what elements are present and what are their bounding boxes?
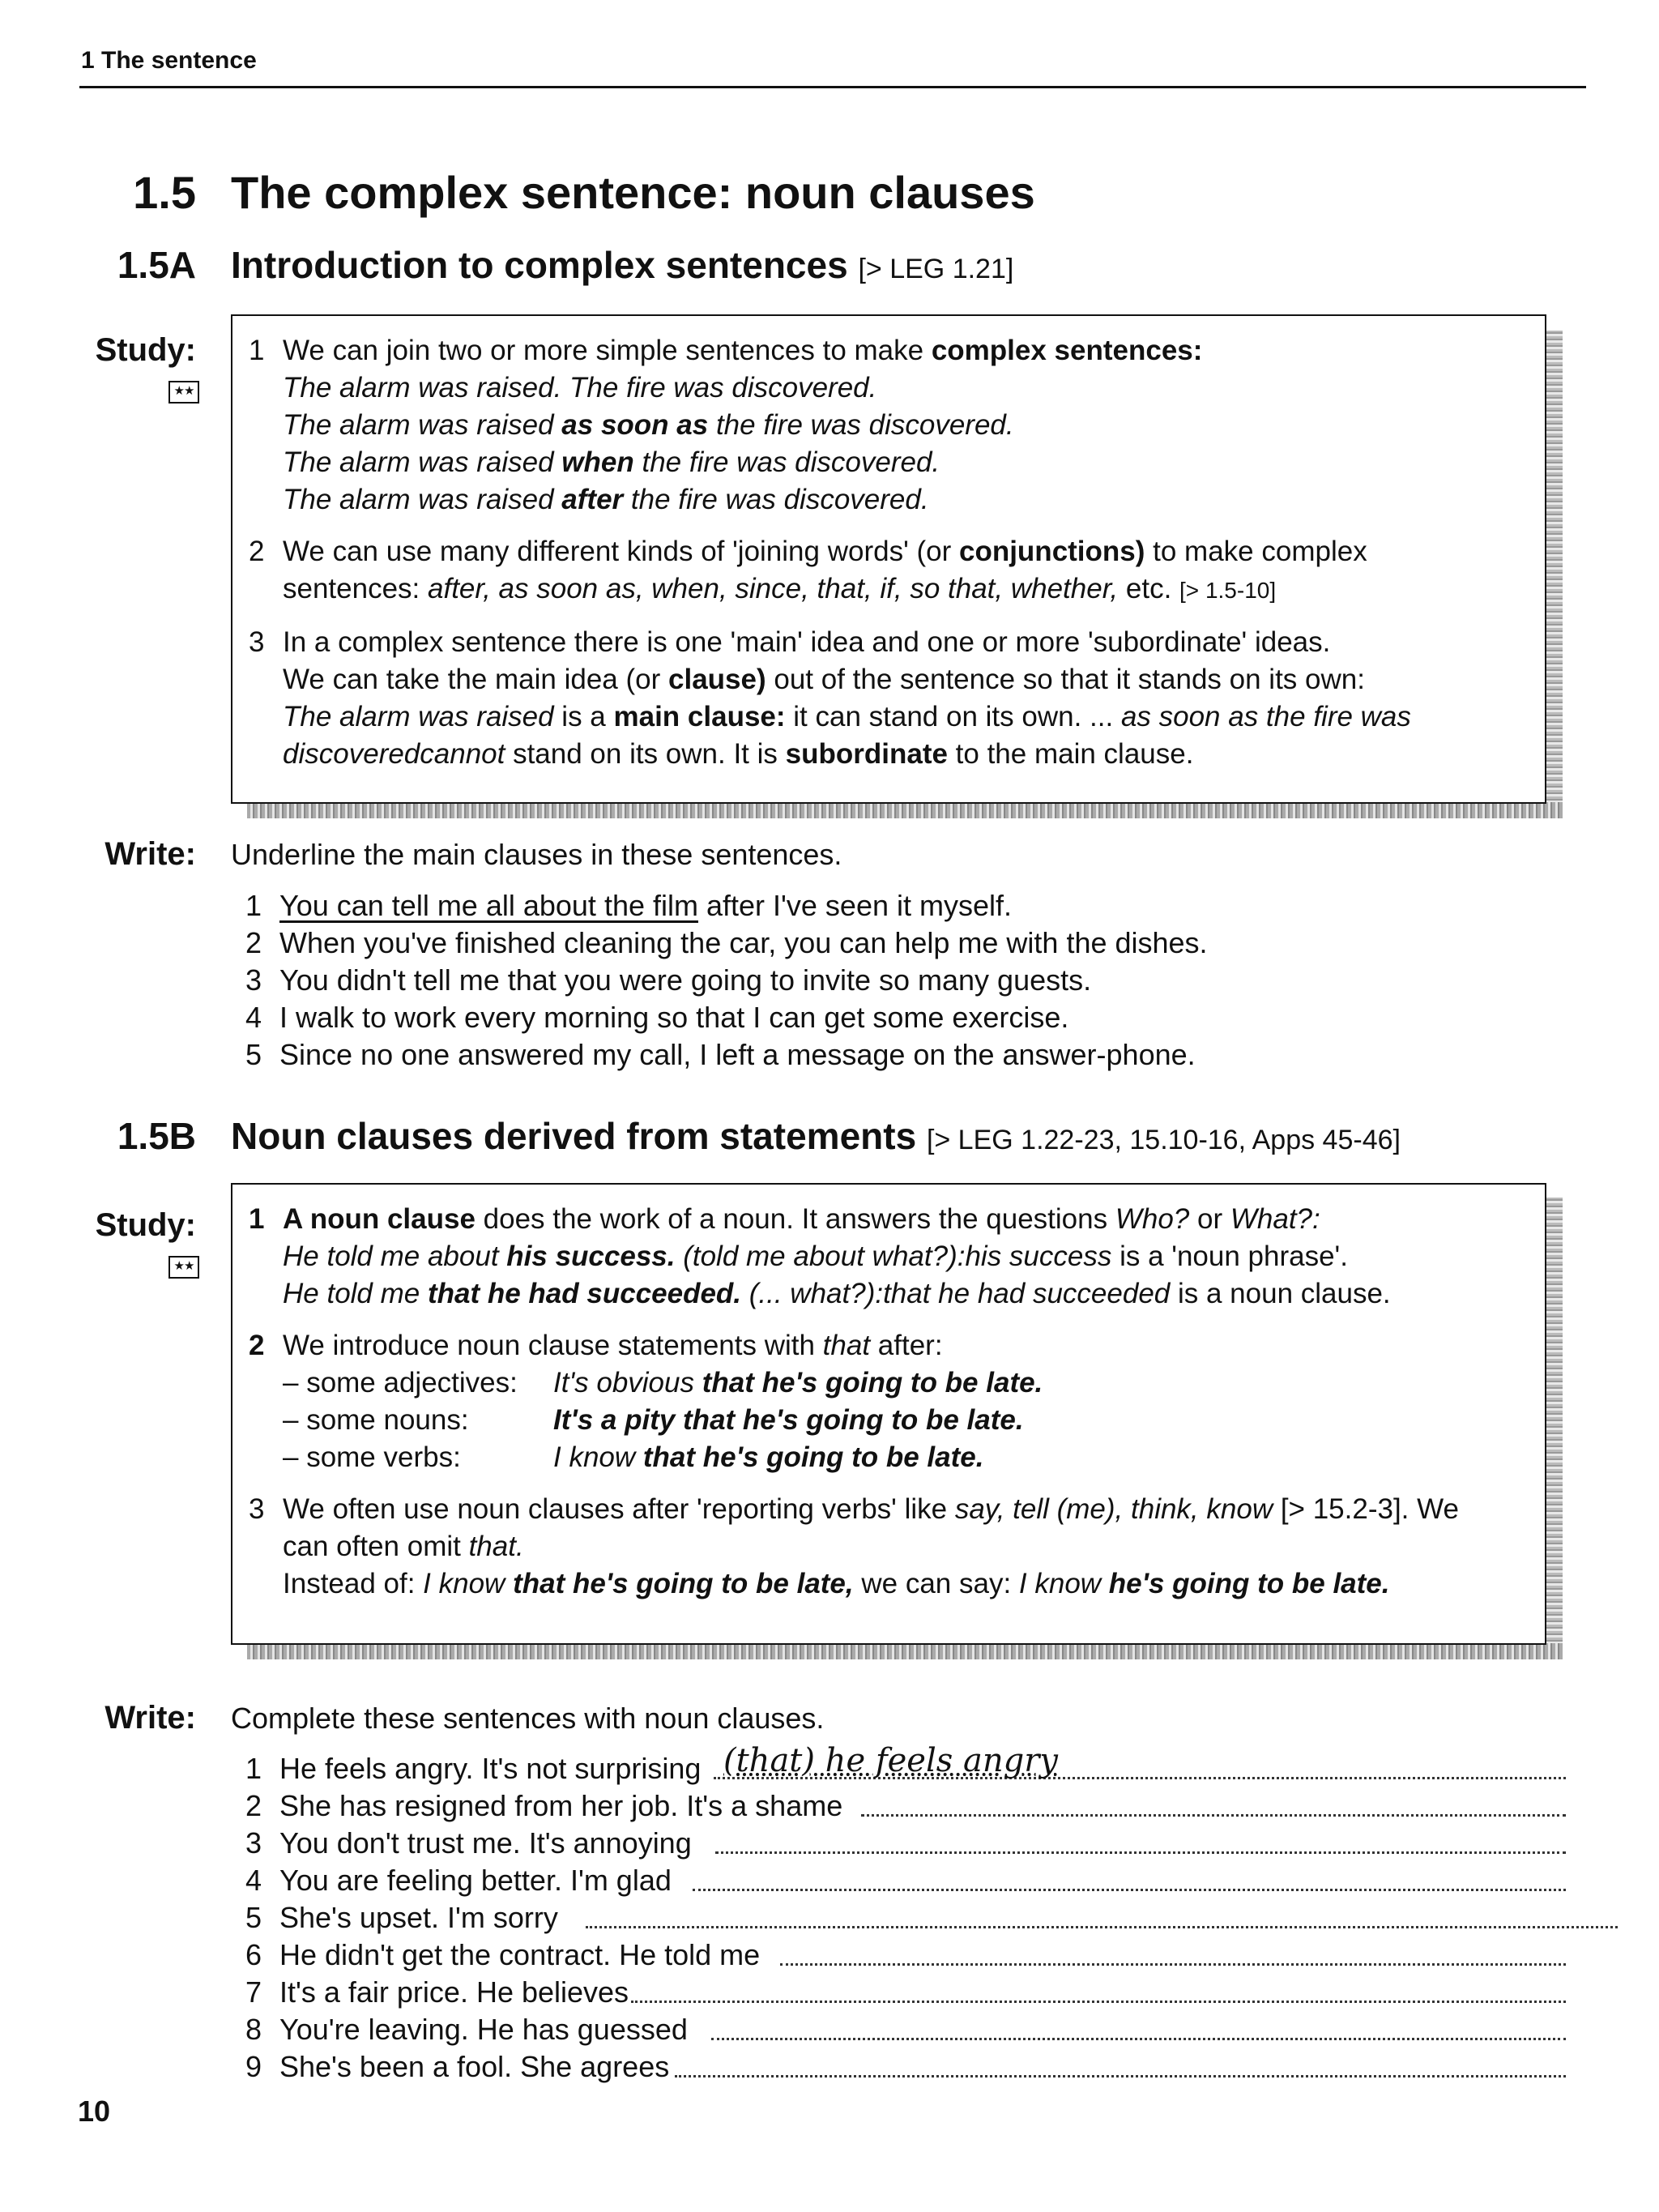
difficulty-stars-icon: ★★: [168, 1256, 199, 1279]
list-item: 2 When you've finished cleaning the car, you can help me with the dishes.: [245, 926, 1208, 959]
list-item: 5 Since no one answered my call, I left a message on the answer-phone.: [245, 1038, 1196, 1071]
box-b-point-2: 2 We introduce noun clause statements with that after: – some adjectives: It's obvious that he's going to be late. – some nouns: It's a pity that he's going to be late. – some verbs: I know that he's going to be late.: [249, 1330, 1043, 1473]
list-item: 7 It's a fair price. He believes: [245, 1974, 1566, 2011]
write-label-a: Write:: [104, 836, 196, 872]
subsection-a-ref: [> LEG 1.21]: [858, 254, 1014, 284]
underlined-main-clause: You can tell me all about the film: [279, 889, 698, 922]
answer-line[interactable]: [675, 2075, 1566, 2077]
box-a-shadow-right: [1545, 331, 1563, 818]
answer-line[interactable]: [631, 2001, 1566, 2003]
list-item: 4 You are feeling better. I'm glad: [245, 1862, 1566, 1899]
subsection-b-ref: [> LEG 1.22-23, 15.10-16, Apps 45-46]: [926, 1125, 1401, 1155]
study-box-a: [231, 314, 1546, 804]
list-item: 2 She has resigned from her job. It's a shame: [245, 1787, 1566, 1825]
list-item: 4 I walk to work every morning so that I can get some exercise.: [245, 1001, 1069, 1034]
running-head: 1 The sentence: [81, 47, 257, 74]
study-label-a: Study:: [95, 332, 196, 368]
page-number: 10: [78, 2095, 111, 2128]
answer-line[interactable]: [693, 1889, 1566, 1891]
box-b-point-1: 1 A noun clause does the work of a noun. It answers the questions Who? or What?: He told me about his success. (told me about what?):his success is a 'noun phrase'. He told me that he had succeeded. (... what?):that he had succeeded is a noun clause.: [249, 1203, 1391, 1309]
answer-line[interactable]: [780, 1963, 1566, 1966]
section-title: The complex sentence: noun clauses: [231, 167, 1035, 218]
list-item: 8 You're leaving. He has guessed: [245, 2011, 1566, 2048]
handwritten-answer: (that) he feels angry: [723, 1742, 1058, 1779]
subsection-b-title: Noun clauses derived from statements [> LEG 1.22-23, 15.10-16, Apps 45-46]: [231, 1115, 1401, 1157]
box-b-shadow-bottom: [247, 1643, 1563, 1659]
study-label-b: Study:: [95, 1207, 196, 1243]
box-a-point-3: 3 In a complex sentence there is one 'main' idea and one or more 'subordinate' ideas. We can take the main idea (or clause) out of the sentence so that it stands on its own: The alarm was raised is a main clause: it can stand on its own. ... as soon as the fire was discoveredcannot stand on its own. It is subordinate to the main clause.: [249, 626, 1411, 770]
list-item: 3 You didn't tell me that you were going to invite so many guests.: [245, 963, 1092, 997]
write-a-instruction: Underline the main clauses in these sentences.: [231, 838, 842, 871]
answer-line[interactable]: [715, 1851, 1566, 1854]
list-item: 1 You can tell me all about the film after I've seen it myself.: [245, 889, 1013, 922]
answer-line[interactable]: [586, 1926, 1618, 1928]
write-label-b: Write:: [104, 1700, 196, 1736]
answer-line[interactable]: [861, 1814, 1566, 1817]
write-b-list: [245, 1742, 1566, 2086]
header-rule: [79, 86, 1586, 88]
write-a-list: [245, 887, 1208, 1074]
box-a-point-1: 1 We can join two or more simple sentences to make complex sentences: The alarm was raised. The fire was discovered. The alarm was raised as soon as the fire was discovered. The alarm was raised when the fire was discovered. The alarm was raised after the fire was discovered.: [249, 335, 1203, 515]
difficulty-stars-icon: ★★: [168, 381, 199, 404]
write-b-instruction: Complete these sentences with noun clauses.: [231, 1702, 825, 1735]
list-item: 6 He didn't get the contract. He told me: [245, 1937, 1566, 1974]
subsection-a-title: Introduction to complex sentences [> LEG 1.21]: [231, 244, 1014, 286]
list-item: 1 He feels angry. It's not surprising (that) he feels angry: [245, 1750, 1566, 1787]
box-b-point-3: 3 We often use noun clauses after 'reporting verbs' like say, tell (me), think, know [> 15.2-3]. We can often omit that. Instead of: I know that he's going to be late, we can say: I know he's going to be late.: [249, 1493, 1459, 1599]
subsection-b-number: 1.5B: [117, 1115, 196, 1157]
answer-line[interactable]: [711, 2038, 1566, 2040]
section-number: 1.5: [133, 167, 196, 218]
box-a-point-2: 2 We can use many different kinds of 'joining words' (or conjunctions) to make complex sentences: after, as soon as, when, since, that, if, so that, whether, etc. [> 1.5-10]: [249, 536, 1367, 604]
list-item: 5 She's upset. I'm sorry: [245, 1899, 1566, 1937]
subsection-a-number: 1.5A: [117, 244, 196, 286]
list-item: 9 She's been a fool. She agrees: [245, 2048, 1566, 2086]
study-box-b: [231, 1183, 1546, 1645]
box-b-shadow-right: [1545, 1198, 1563, 1659]
list-item: 3 You don't trust me. It's annoying: [245, 1825, 1566, 1862]
box-a-shadow-bottom: [247, 802, 1563, 818]
